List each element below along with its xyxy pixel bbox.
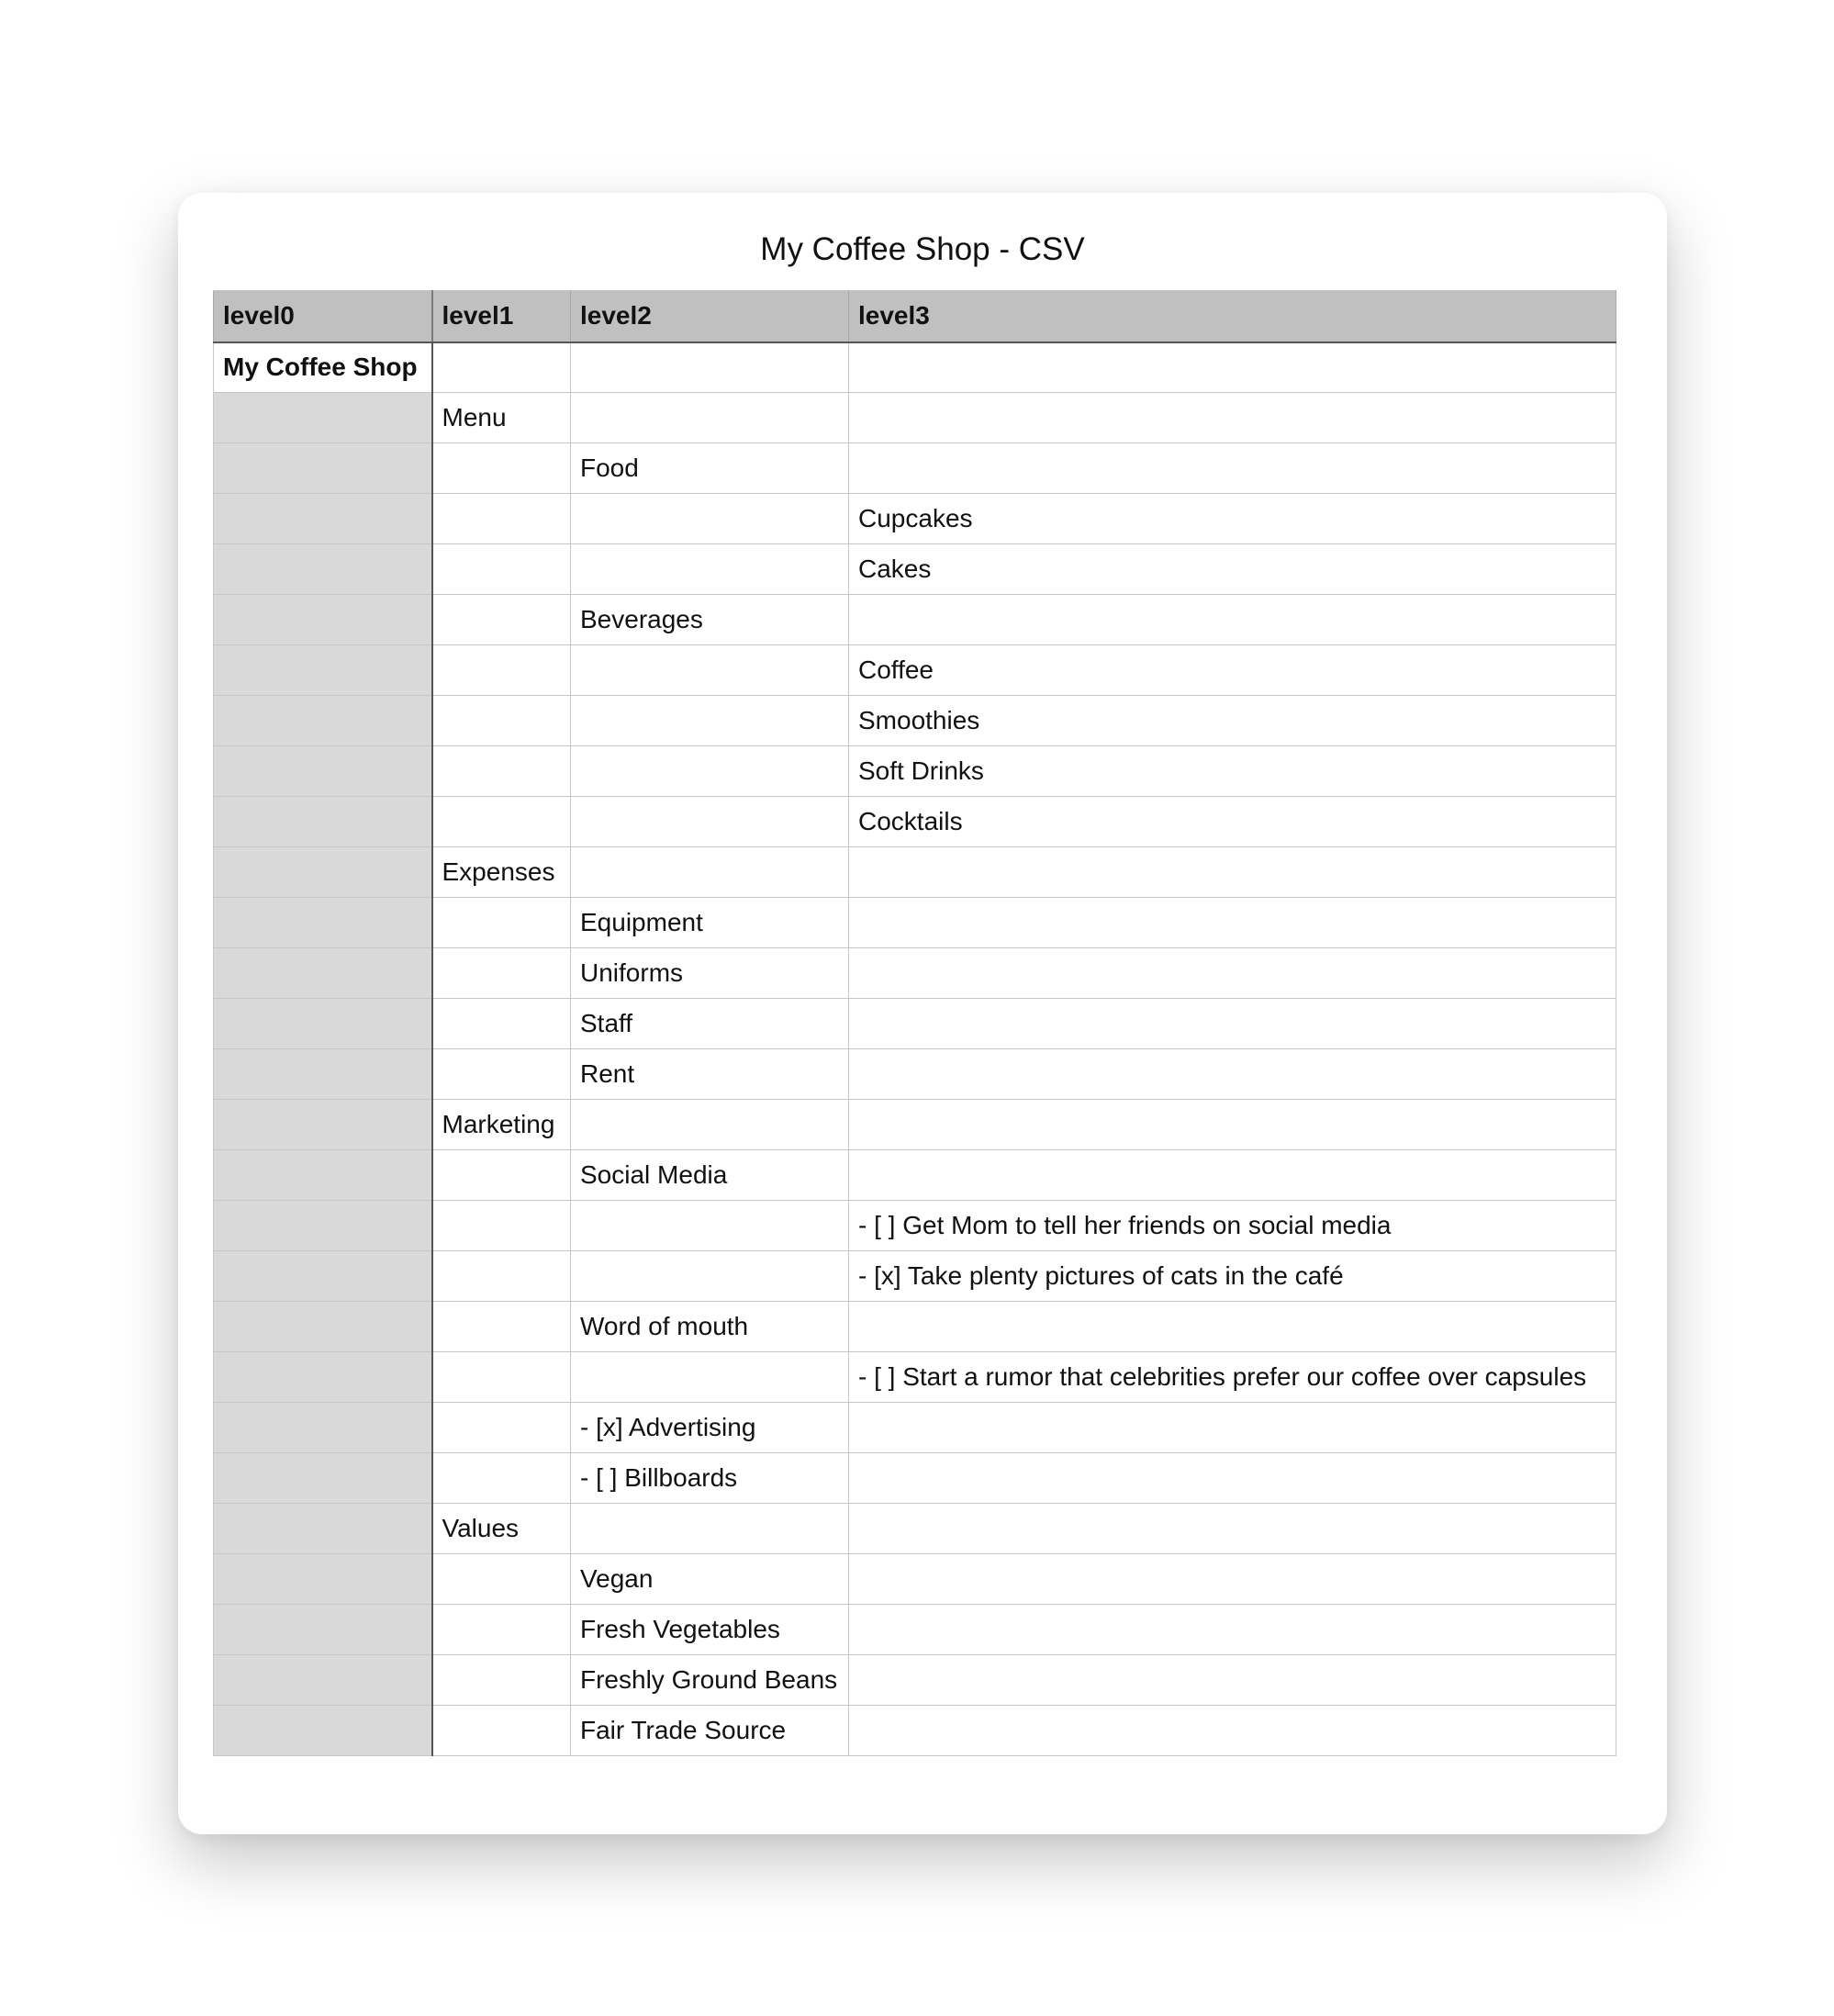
table-cell-level1[interactable]: [432, 1403, 571, 1453]
header-row: [214, 291, 1616, 342]
table-cell-level3[interactable]: [849, 1706, 1616, 1756]
table-cell-level3[interactable]: Cupcakes: [849, 494, 1616, 544]
table-cell-level3[interactable]: [849, 948, 1616, 999]
table-cell-level1[interactable]: [432, 1150, 571, 1201]
table-cell-level2[interactable]: [571, 1352, 849, 1403]
table-cell-level3[interactable]: [849, 898, 1616, 948]
table-cell-level0[interactable]: [214, 443, 432, 494]
table-row: [214, 1554, 1616, 1605]
csv-table: [213, 290, 1616, 1756]
table-cell-level3[interactable]: [849, 1150, 1616, 1201]
table-cell-level3[interactable]: [849, 393, 1616, 443]
table-cell-level3[interactable]: - [x] Take plenty pictures of cats in the café: [849, 1251, 1616, 1302]
table-cell-level2[interactable]: [571, 342, 849, 393]
table-row: [214, 898, 1616, 948]
table-cell-level0[interactable]: [214, 1706, 432, 1756]
table-cell-level0[interactable]: My Coffee Shop: [214, 342, 432, 393]
table-cell-level1[interactable]: [432, 645, 571, 696]
table-cell-level2[interactable]: Staff: [571, 999, 849, 1049]
table-row: [214, 443, 1616, 494]
column-header-level1[interactable]: level1: [432, 291, 571, 342]
table-cell-level2[interactable]: [571, 1201, 849, 1251]
table-cell-level0[interactable]: [214, 494, 432, 544]
table-cell-level2[interactable]: [571, 847, 849, 898]
table-cell-level0[interactable]: [214, 1049, 432, 1100]
table-cell-level3[interactable]: Cakes: [849, 544, 1616, 595]
table-cell-level1[interactable]: [432, 1655, 571, 1706]
table-body: [214, 342, 1616, 1756]
table-row: [214, 494, 1616, 544]
table-cell-level0[interactable]: [214, 1554, 432, 1605]
table-row: [214, 544, 1616, 595]
table-row: [214, 696, 1616, 746]
table-cell-level0[interactable]: [214, 746, 432, 797]
table-row: [214, 645, 1616, 696]
table-row: [214, 1453, 1616, 1504]
table-cell-level0[interactable]: [214, 948, 432, 999]
table-cell-level3[interactable]: [849, 1504, 1616, 1554]
table-cell-level1[interactable]: [432, 948, 571, 999]
table-cell-level1[interactable]: [432, 999, 571, 1049]
column-header-level0[interactable]: level0: [214, 291, 432, 342]
table-cell-level1[interactable]: Marketing: [432, 1100, 571, 1150]
table-cell-level1[interactable]: [432, 544, 571, 595]
column-header-level3[interactable]: level3: [849, 291, 1616, 342]
table-row: [214, 1403, 1616, 1453]
table-cell-level3[interactable]: [849, 1655, 1616, 1706]
table-cell-level2[interactable]: Freshly Ground Beans: [571, 1655, 849, 1706]
table-cell-level0[interactable]: [214, 1504, 432, 1554]
table-row: [214, 1504, 1616, 1554]
table-cell-level2[interactable]: [571, 544, 849, 595]
table-row: [214, 746, 1616, 797]
table-cell-level3[interactable]: [849, 1403, 1616, 1453]
table-cell-level2[interactable]: Vegan: [571, 1554, 849, 1605]
table-cell-level2[interactable]: Rent: [571, 1049, 849, 1100]
document-title: My Coffee Shop - CSV: [760, 231, 1085, 267]
table-cell-level2[interactable]: Equipment: [571, 898, 849, 948]
table-cell-level0[interactable]: [214, 645, 432, 696]
table-cell-level2[interactable]: [571, 494, 849, 544]
table-cell-level1[interactable]: [432, 696, 571, 746]
table-cell-level2[interactable]: [571, 1251, 849, 1302]
table-row: [214, 847, 1616, 898]
table-cell-level3[interactable]: [849, 1302, 1616, 1352]
table-cell-level1[interactable]: Menu: [432, 393, 571, 443]
table-cell-level1[interactable]: [432, 746, 571, 797]
table-cell-level0[interactable]: [214, 1605, 432, 1655]
table-row: [214, 393, 1616, 443]
table-cell-level0[interactable]: [214, 898, 432, 948]
table-cell-level3[interactable]: [849, 1554, 1616, 1605]
table-cell-level0[interactable]: [214, 1403, 432, 1453]
table-cell-level1[interactable]: [432, 1554, 571, 1605]
table-cell-level3[interactable]: [849, 1100, 1616, 1150]
table-cell-level1[interactable]: [432, 1352, 571, 1403]
table-cell-level2[interactable]: Fair Trade Source: [571, 1706, 849, 1756]
table-cell-level3[interactable]: [849, 847, 1616, 898]
table-cell-level0[interactable]: [214, 595, 432, 645]
table-row: [214, 1049, 1616, 1100]
table-cell-level2[interactable]: [571, 696, 849, 746]
table-cell-level1[interactable]: [432, 1251, 571, 1302]
table-cell-level1[interactable]: [432, 1049, 571, 1100]
table-cell-level2[interactable]: [571, 797, 849, 847]
table-row: [214, 595, 1616, 645]
table-cell-level0[interactable]: [214, 1453, 432, 1504]
table-row: [214, 1302, 1616, 1352]
table-cell-level2[interactable]: [571, 746, 849, 797]
column-header-level2[interactable]: level2: [571, 291, 849, 342]
table-row: [214, 948, 1616, 999]
table-cell-level1[interactable]: [432, 1706, 571, 1756]
table-cell-level0[interactable]: [214, 797, 432, 847]
table-cell-level1[interactable]: [432, 1302, 571, 1352]
table-cell-level2[interactable]: Social Media: [571, 1150, 849, 1201]
table-cell-level1[interactable]: [432, 494, 571, 544]
table-row: [214, 342, 1616, 393]
table-cell-level0[interactable]: [214, 999, 432, 1049]
table-row: [214, 1150, 1616, 1201]
table-cell-level3[interactable]: [849, 1453, 1616, 1504]
table-cell-level0[interactable]: [214, 1251, 432, 1302]
table-cell-level3[interactable]: - [ ] Start a rumor that celebrities prefer our coffee over capsules: [849, 1352, 1616, 1403]
table-cell-level2[interactable]: - [x] Advertising: [571, 1403, 849, 1453]
table-cell-level1[interactable]: [432, 797, 571, 847]
table-cell-level2[interactable]: [571, 393, 849, 443]
table-cell-level1[interactable]: [432, 1453, 571, 1504]
table-cell-level0[interactable]: [214, 847, 432, 898]
document-card: [178, 193, 1667, 1834]
table-row: [214, 999, 1616, 1049]
table-cell-level3[interactable]: Smoothies: [849, 696, 1616, 746]
table-cell-level1[interactable]: [432, 898, 571, 948]
table-cell-level0[interactable]: [214, 393, 432, 443]
table-cell-level3[interactable]: Soft Drinks: [849, 746, 1616, 797]
table-cell-level0[interactable]: [214, 696, 432, 746]
table-cell-level0[interactable]: [214, 544, 432, 595]
table-cell-level3[interactable]: [849, 595, 1616, 645]
table-cell-level3[interactable]: [849, 1049, 1616, 1100]
table-cell-level0[interactable]: [214, 1100, 432, 1150]
table-cell-level2[interactable]: Beverages: [571, 595, 849, 645]
table-cell-level3[interactable]: Coffee: [849, 645, 1616, 696]
table-cell-level1[interactable]: [432, 342, 571, 393]
table-cell-level1[interactable]: Expenses: [432, 847, 571, 898]
table-cell-level3[interactable]: - [ ] Get Mom to tell her friends on social media: [849, 1201, 1616, 1251]
table-cell-level0[interactable]: [214, 1150, 432, 1201]
table-header: [214, 291, 1616, 342]
table-cell-level3[interactable]: [849, 443, 1616, 494]
table-row: [214, 1706, 1616, 1756]
table-cell-level2[interactable]: Food: [571, 443, 849, 494]
table-row: [214, 1100, 1616, 1150]
table-cell-level3[interactable]: [849, 342, 1616, 393]
table-cell-level1[interactable]: [432, 443, 571, 494]
table-cell-level3[interactable]: [849, 999, 1616, 1049]
table-cell-level1[interactable]: Values: [432, 1504, 571, 1554]
table-cell-level1[interactable]: [432, 1605, 571, 1655]
table-row: [214, 1655, 1616, 1706]
table-cell-level0[interactable]: [214, 1201, 432, 1251]
table-row: [214, 1352, 1616, 1403]
table-cell-level3[interactable]: Cocktails: [849, 797, 1616, 847]
table-cell-level0[interactable]: [214, 1302, 432, 1352]
table-cell-level2[interactable]: [571, 645, 849, 696]
table-cell-level2[interactable]: Word of mouth: [571, 1302, 849, 1352]
table-row: [214, 797, 1616, 847]
table-cell-level2[interactable]: [571, 1100, 849, 1150]
table-cell-level2[interactable]: [571, 1504, 849, 1554]
table-cell-level2[interactable]: Uniforms: [571, 948, 849, 999]
table-cell-level1[interactable]: [432, 595, 571, 645]
table-cell-level0[interactable]: [214, 1655, 432, 1706]
table-cell-level3[interactable]: [849, 1605, 1616, 1655]
table-cell-level2[interactable]: - [ ] Billboards: [571, 1453, 849, 1504]
table-cell-level1[interactable]: [432, 1201, 571, 1251]
table-cell-level0[interactable]: [214, 1352, 432, 1403]
table-cell-level2[interactable]: Fresh Vegetables: [571, 1605, 849, 1655]
table-row: [214, 1201, 1616, 1251]
table-row: [214, 1605, 1616, 1655]
table-row: [214, 1251, 1616, 1302]
